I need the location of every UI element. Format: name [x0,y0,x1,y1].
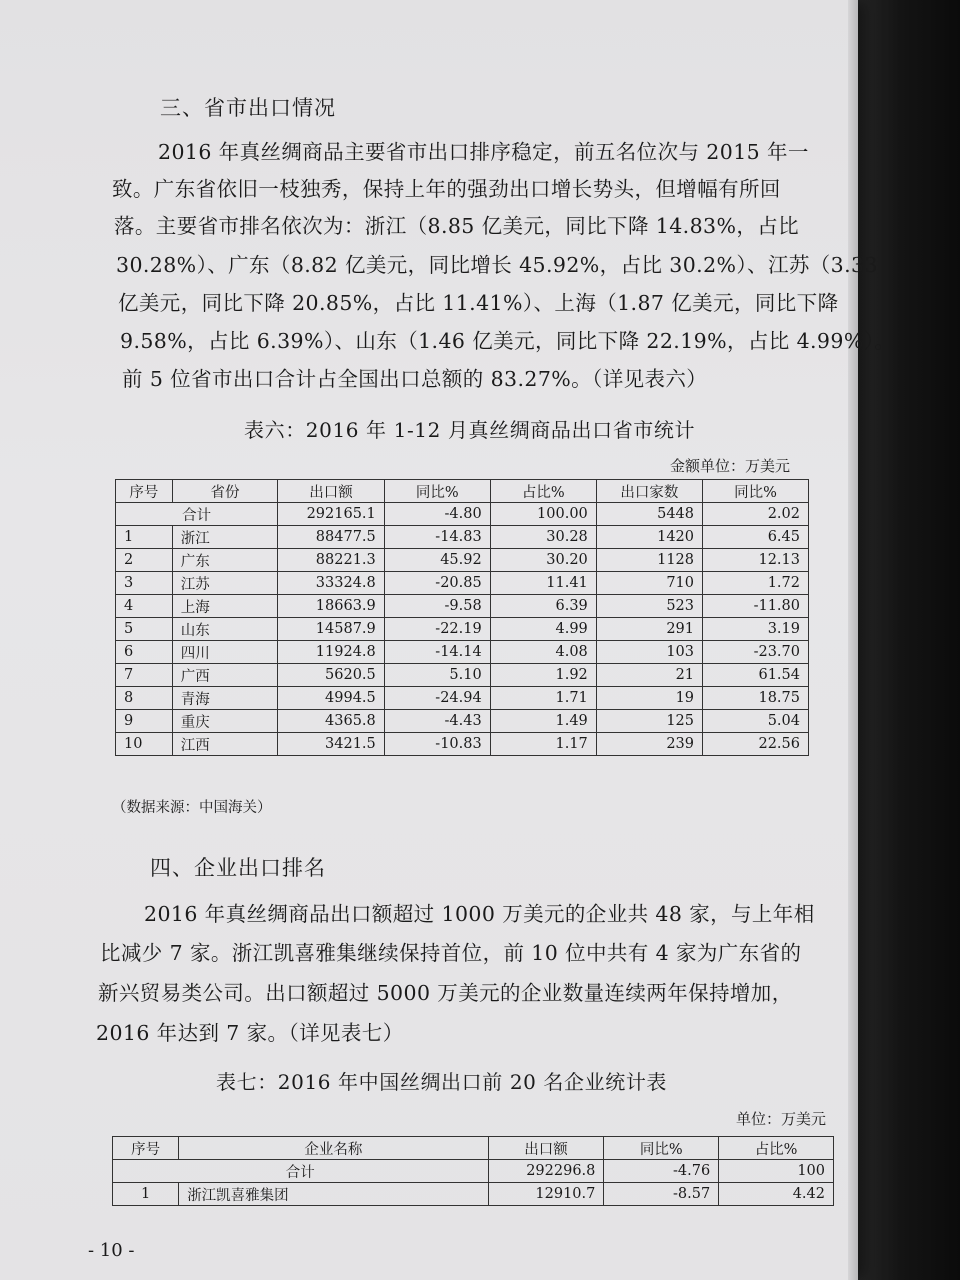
cell-share: 1.17 [490,733,596,756]
cell-export: 12910.7 [488,1183,604,1206]
cell-no: 10 [116,733,173,756]
total-label: 合计 [113,1160,489,1183]
cell-firms-yoy: 5.04 [703,710,809,733]
cell-firms: 291 [596,618,702,641]
col-header: 出口额 [278,480,385,503]
table-row [116,687,809,710]
cell-province: 上海 [172,595,278,618]
cell-share: 1.71 [490,687,596,710]
cell-firms-yoy: -11.80 [703,595,809,618]
cell-firms: 239 [596,733,702,756]
cell-province: 重庆 [172,710,278,733]
cell-firms-yoy: 1.72 [703,572,809,595]
cell-no: 9 [116,710,173,733]
cell-firms-yoy: 2.02 [703,503,809,526]
total-label: 合计 [116,503,278,526]
cell-no: 5 [116,618,173,641]
cell-share: 1.49 [490,710,596,733]
cell-province: 江苏 [172,572,278,595]
col-header: 出口额 [488,1137,604,1160]
cell-yoy: -22.19 [384,618,490,641]
table6-source: （数据来源：中国海关） [112,800,272,816]
cell-share: 4.42 [719,1183,834,1206]
cell-firms-yoy: 61.54 [703,664,809,687]
paragraph-line: 前 5 位省市出口合计占全国出口总额的 83.27%。（详见表六） [122,367,708,391]
table-row [116,572,809,595]
cell-province: 青海 [172,687,278,710]
table6-total-row [116,503,809,526]
table7-header-row [113,1137,834,1160]
cell-export: 88477.5 [278,526,385,549]
cell-firms: 5448 [596,503,702,526]
cell-province: 浙江 [172,526,278,549]
cell-yoy: -24.94 [384,687,490,710]
paragraph-line: 2016 年真丝绸商品出口额超过 1000 万美元的企业共 48 家，与上年相 [144,902,815,926]
table6 [115,479,809,756]
cell-company: 浙江凯喜雅集团 [179,1183,488,1206]
cell-export: 3421.5 [278,733,385,756]
col-header: 占比% [719,1137,834,1160]
table7-caption: 表七：2016 年中国丝绸出口前 20 名企业统计表 [216,1070,668,1094]
paragraph-line: 亿美元，同比下降 20.85%，占比 11.41%）、上海（1.87 亿美元，同比下降 [118,291,839,315]
table-row [116,526,809,549]
cell-yoy: -8.57 [604,1183,719,1206]
cell-share: 11.41 [490,572,596,595]
section4-heading: 四、企业出口排名 [150,856,326,880]
paragraph-line: 9.58%，占比 6.39%）、山东（1.46 亿美元，同比下降 22.19%，占比 4.99%）。 [120,329,896,353]
cell-yoy: -20.85 [384,572,490,595]
cell-yoy: 5.10 [384,664,490,687]
cell-province: 广西 [172,664,278,687]
table7-unit: 单位：万美元 [736,1110,827,1128]
col-header: 企业名称 [179,1137,488,1160]
cell-province: 四川 [172,641,278,664]
cell-export: 88221.3 [278,549,385,572]
cell-share: 100.00 [490,503,596,526]
cell-firms: 103 [596,641,702,664]
table-row [116,641,809,664]
cell-firms: 1420 [596,526,702,549]
table6-header-row [116,480,809,503]
page-edge [848,0,858,1280]
table-row [116,733,809,756]
table7-total-row [113,1160,834,1183]
col-header: 同比% [384,480,490,503]
cell-yoy: -14.83 [384,526,490,549]
cell-yoy: 45.92 [384,549,490,572]
cell-province: 江西 [172,733,278,756]
cell-yoy: -4.43 [384,710,490,733]
cell-share: 100 [719,1160,834,1183]
paragraph-line: 2016 年达到 7 家。（详见表七） [96,1021,404,1045]
table6-caption: 表六：2016 年 1-12 月真丝绸商品出口省市统计 [244,418,696,442]
paragraph-line: 比减少 7 家。浙江凯喜雅集继续保持首位，前 10 位中共有 4 家为广东省的 [100,941,802,965]
cell-export: 4365.8 [278,710,385,733]
table-row [116,595,809,618]
cell-share: 6.39 [490,595,596,618]
cell-no: 2 [116,549,173,572]
cell-yoy: -14.14 [384,641,490,664]
cell-yoy: -4.80 [384,503,490,526]
cell-no: 7 [116,664,173,687]
table-row [116,549,809,572]
cell-export: 4994.5 [278,687,385,710]
cell-share: 30.20 [490,549,596,572]
table-row [116,664,809,687]
cell-no: 8 [116,687,173,710]
table7 [112,1136,834,1206]
cell-firms: 523 [596,595,702,618]
section3-heading: 三、省市出口情况 [160,96,336,120]
cell-firms: 19 [596,687,702,710]
cell-no: 1 [113,1183,179,1206]
col-header: 同比% [604,1137,719,1160]
cell-yoy: -4.76 [604,1160,719,1183]
cell-province: 广东 [172,549,278,572]
cell-firms-yoy: 22.56 [703,733,809,756]
cell-no: 3 [116,572,173,595]
paragraph-line: 致。广东省依旧一枝独秀，保持上年的强劲出口增长势头，但增幅有所回 [112,177,781,201]
col-header: 同比% [703,480,809,503]
cell-share: 30.28 [490,526,596,549]
col-header: 序号 [116,480,173,503]
cell-share: 4.99 [490,618,596,641]
cell-firms-yoy: 3.19 [703,618,809,641]
col-header: 省份 [172,480,278,503]
cell-firms-yoy: 18.75 [703,687,809,710]
cell-share: 1.92 [490,664,596,687]
cell-no: 6 [116,641,173,664]
table6-unit: 金额单位：万美元 [670,457,791,475]
cell-firms: 1128 [596,549,702,572]
cell-export: 33324.8 [278,572,385,595]
table-row [113,1183,834,1206]
cell-yoy: -10.83 [384,733,490,756]
cell-no: 1 [116,526,173,549]
cell-firms-yoy: 12.13 [703,549,809,572]
col-header: 序号 [113,1137,179,1160]
cell-firms: 21 [596,664,702,687]
cell-firms: 125 [596,710,702,733]
paragraph-line: 新兴贸易类公司。出口额超过 5000 万美元的企业数量连续两年保持增加， [98,981,793,1005]
cell-export: 14587.9 [278,618,385,641]
cell-yoy: -9.58 [384,595,490,618]
cell-province: 山东 [172,618,278,641]
cell-export: 292296.8 [488,1160,604,1183]
paragraph-line: 落。主要省市排名依次为：浙江（8.85 亿美元，同比下降 14.83%，占比 [114,214,800,238]
cell-no: 4 [116,595,173,618]
col-header: 占比% [490,480,596,503]
cell-export: 18663.9 [278,595,385,618]
paragraph-line: 2016 年真丝绸商品主要省市出口排序稳定，前五名位次与 2015 年一 [158,140,809,164]
cell-firms-yoy: 6.45 [703,526,809,549]
cell-export: 11924.8 [278,641,385,664]
cell-share: 4.08 [490,641,596,664]
table-row [116,618,809,641]
table-row [116,710,809,733]
page-number: - 10 - [88,1240,135,1261]
paragraph-line: 30.28%）、广东（8.82 亿美元，同比增长 45.92%，占比 30.2%）、江苏（3.33 [116,253,878,277]
cell-firms: 710 [596,572,702,595]
cell-export: 5620.5 [278,664,385,687]
cell-firms-yoy: -23.70 [703,641,809,664]
col-header: 出口家数 [596,480,702,503]
cell-export: 292165.1 [278,503,385,526]
